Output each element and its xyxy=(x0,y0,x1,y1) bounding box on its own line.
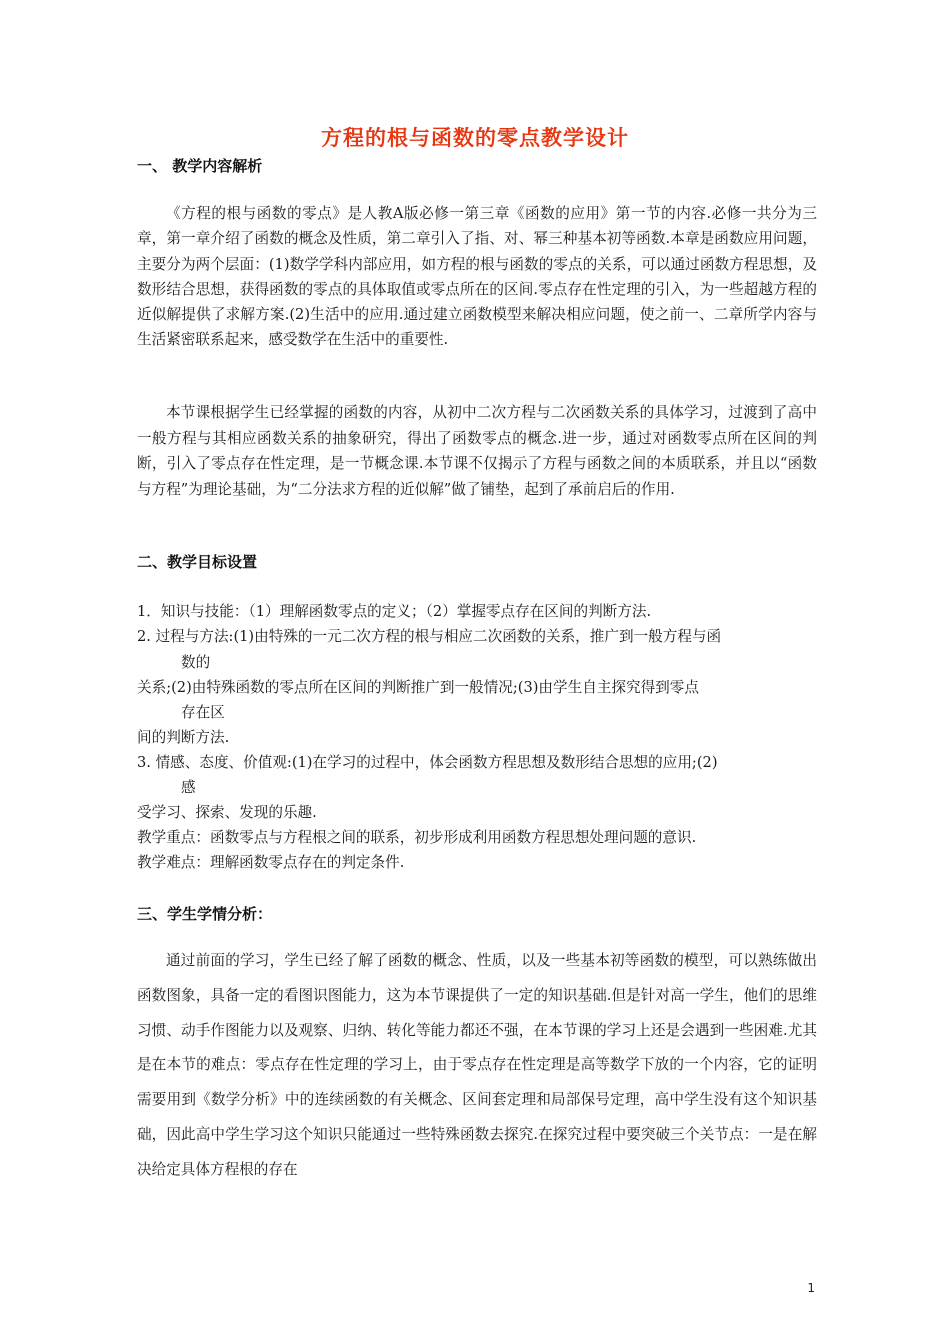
objective-line-emotion: 3. 情感、态度、价值观:(1)在学习的过程中，体会函数方程思想及数形结合思想的应用;(2) xyxy=(137,754,718,771)
document-title: 方程的根与函数的零点教学设计 xyxy=(321,126,629,150)
objective-line-process-2: 关系;(2)由特殊函数的零点所在区间的判断推广到一般情况;(3)由学生自主探究得到零点 xyxy=(137,679,699,696)
paragraph-content-analysis-1: 《方程的根与函数的零点》是人教A版必修一第三章《函数的应用》第一节的内容.必修一共分为三章，第一章介绍了函数的概念及性质，第二章引入了指、对、幂三种基本初等函数.本章是函数应用问题，主要分为两个层面：(1)数学学科内部应用，如方程的根与函数的零点的关系，可以通过函数方程思想，及数形结合思想，获得函数的零点的具体取值或零点所在的区间.零点存在性定理的引入，为一些超越方程的近似解提供了求解方案.(2)生活中的应用.通过建立函数模型来解决相应问题，使之前一、二章所学内容与生活紧密联系起来，感受数学在生活中的重要性. xyxy=(137,205,817,349)
section-heading-student-analysis: 三、学生学情分析： xyxy=(137,905,273,923)
objective-line-emotion-cont: 感 xyxy=(181,779,196,796)
section-heading-content-analysis: 一、 教学内容解析 xyxy=(137,157,263,175)
objective-line-process-3: 间的判断方法. xyxy=(137,729,230,746)
objective-line-process: 2. 过程与方法:(1)由特殊的一元二次方程的根与相应二次函数的关系，推广到一般方程与函 xyxy=(137,628,722,645)
paragraph-student-analysis: 通过前面的学习，学生已经了解了函数的概念、性质，以及一些基本初等函数的模型，可以熟练做出函数图象，具备一定的看图识图能力，这为本节课提供了一定的知识基础.但是针对高一学生，他们的思维习惯、动手作图能力以及观察、归纳、转化等能力都还不强，在本节课的学习上还是会遇到一些困难.尤其是在本节的难点：零点存在性定理的学习上，由于零点存在性定理是高等数学下放的一个内容，它的证明需要用到《数学分析》中的连续函数的有关概念、区间套定理和局部保号定理，高中学生没有这个知识基础，因此高中学生学习这个知识只能通过一些特殊函数去探究.在探究过程中要突破三个关节点：一是在解决给定具体方程根的存在 xyxy=(137,952,817,1178)
teaching-difficulty: 教学难点：理解函数零点存在的判定条件. xyxy=(137,854,405,871)
objective-line-process-cont: 数的 xyxy=(181,654,211,671)
objective-line-emotion-2: 受学习、探索、发现的乐趣. xyxy=(137,804,317,821)
section-heading-objectives: 二、教学目标设置 xyxy=(137,553,258,571)
page-number: 1 xyxy=(807,1281,815,1295)
teaching-key-point: 教学重点：函数零点与方程根之间的联系，初步形成利用函数方程思想处理问题的意识. xyxy=(137,829,697,846)
objective-line-knowledge: 1．知识与技能：（1）理解函数零点的定义；（2）掌握零点存在区间的判断方法. xyxy=(137,603,652,620)
objective-line-process-2-cont: 存在区 xyxy=(181,704,225,721)
paragraph-content-analysis-2: 本节课根据学生已经掌握的函数的内容，从初中二次方程与二次函数关系的具体学习，过渡到了高中一般方程与其相应函数关系的抽象研究，得出了函数零点的概念.进一步，通过对函数零点所在区间的判断，引入了零点存在性定理，是一节概念课.本节课不仅揭示了方程与函数之间的本质联系，并且以“函数与方程”为理论基础，为“二分法求方程的近似解”做了铺垫，起到了承前启后的作用. xyxy=(137,404,817,498)
